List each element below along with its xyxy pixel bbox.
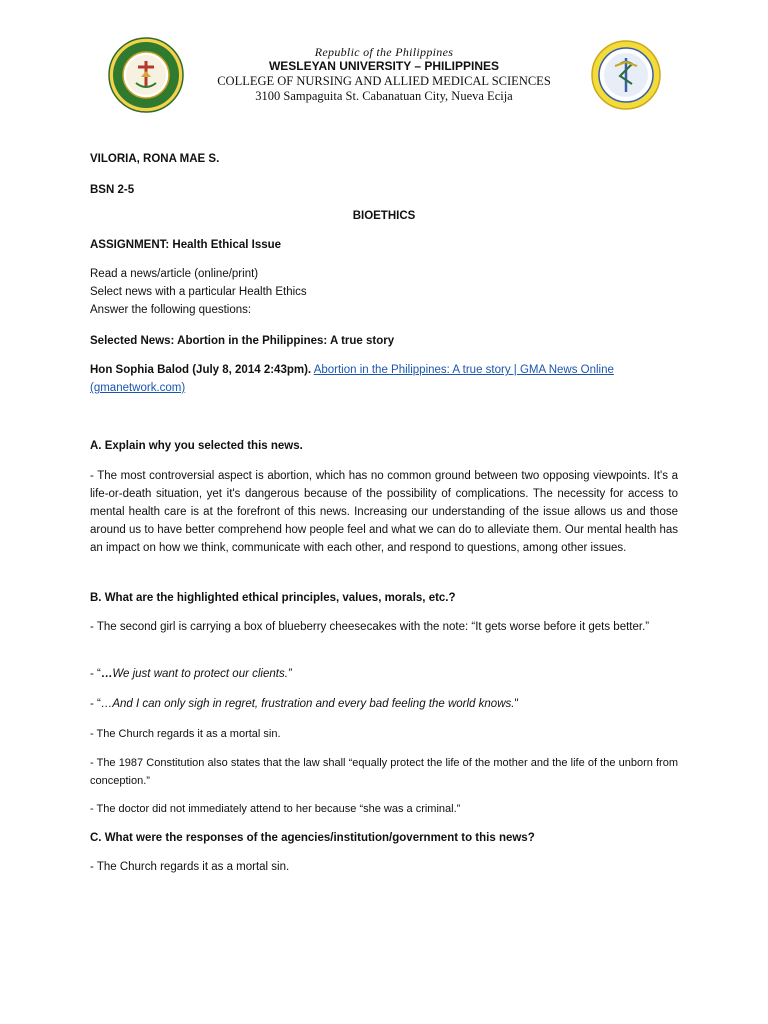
- answer-a: - The most controversial aspect is abortion, which has no common ground between two opposing viewpoints. It's a life-or-death situation, yet it's dangerous because of the possibility of complications. The necessity for access to mental health care is at the forefront of this news. Increasing our understanding of the issue allows us and those around us to have better comprehend how people feel and what we can do to alleviate them. Our mental health has an impact on how we think, communicate with each other, and respond to questions, among other issues.: [90, 470, 678, 554]
- question-b: B. What are the highlighted ethical principles, values, morals, etc.?: [90, 592, 456, 604]
- question-c: C. What were the responses of the agencies/institution/government to this news?: [90, 832, 535, 844]
- university-address: 3100 Sampaguita St. Cabanatuan City, Nueva Ecija: [255, 89, 513, 103]
- quote-open: - “: [90, 668, 101, 680]
- university-name: WESLEYAN UNIVERSITY – PHILIPPINES: [268, 59, 500, 73]
- question-a: A. Explain why you selected this news.: [90, 440, 303, 452]
- selected-news: Selected News: Abortion in the Philippines: A true story: [90, 335, 395, 347]
- quote-text: …And I can only sigh in regret, frustration and every bad feeling the world knows.: [100, 698, 515, 710]
- answer-b-item: - The doctor did not immediately attend to her because “she was a criminal.”: [90, 803, 461, 815]
- student-section: BSN 2-5: [90, 184, 135, 196]
- instruction-line: Read a news/article (online/print): [90, 268, 259, 280]
- assignment-title: ASSIGNMENT: Health Ethical Issue: [90, 239, 282, 251]
- answer-b-item: - The 1987 Constitution also states that the law shall “equally protect the life of the mother and the life of the unborn from conception.”: [90, 757, 678, 787]
- answer-b-item: - The Church regards it as a mortal sin.: [90, 728, 281, 740]
- college-of-nursing-seal: [591, 40, 661, 110]
- quote-open: - “: [90, 698, 101, 710]
- instruction-line: Answer the following questions:: [90, 304, 252, 316]
- letterhead: [160, 45, 608, 104]
- article-link[interactable]: Abortion in the Philippines: A true story | GMA News Online (gmanetwork.com): [90, 364, 614, 394]
- answer-b-item: [90, 695, 678, 713]
- answer-b-item: [90, 665, 678, 683]
- answer-c: - The Church regards it as a mortal sin.: [90, 861, 290, 873]
- quote-close: ": [514, 698, 519, 710]
- instructions: [90, 265, 678, 319]
- citation: [90, 361, 678, 397]
- college-name: COLLEGE OF NURSING AND ALLIED MEDICAL SCIENCES: [217, 74, 551, 88]
- quote-text: We just want to protect our clients.”: [112, 668, 292, 680]
- subject-title: BIOETHICS: [352, 210, 416, 222]
- citation-author: Hon Sophia Balod (July 8, 2014 2:43pm).: [90, 364, 312, 376]
- student-name: VILORIA, RONA MAE S.: [90, 153, 220, 165]
- answer-b-item: - The second girl is carrying a box of blueberry cheesecakes with the note: “It gets worse before it gets better.”: [90, 621, 650, 633]
- ellipsis: …: [100, 668, 113, 680]
- republic-line: Republic of the Philippines: [314, 45, 454, 59]
- instruction-line: Select news with a particular Health Ethics: [90, 286, 307, 298]
